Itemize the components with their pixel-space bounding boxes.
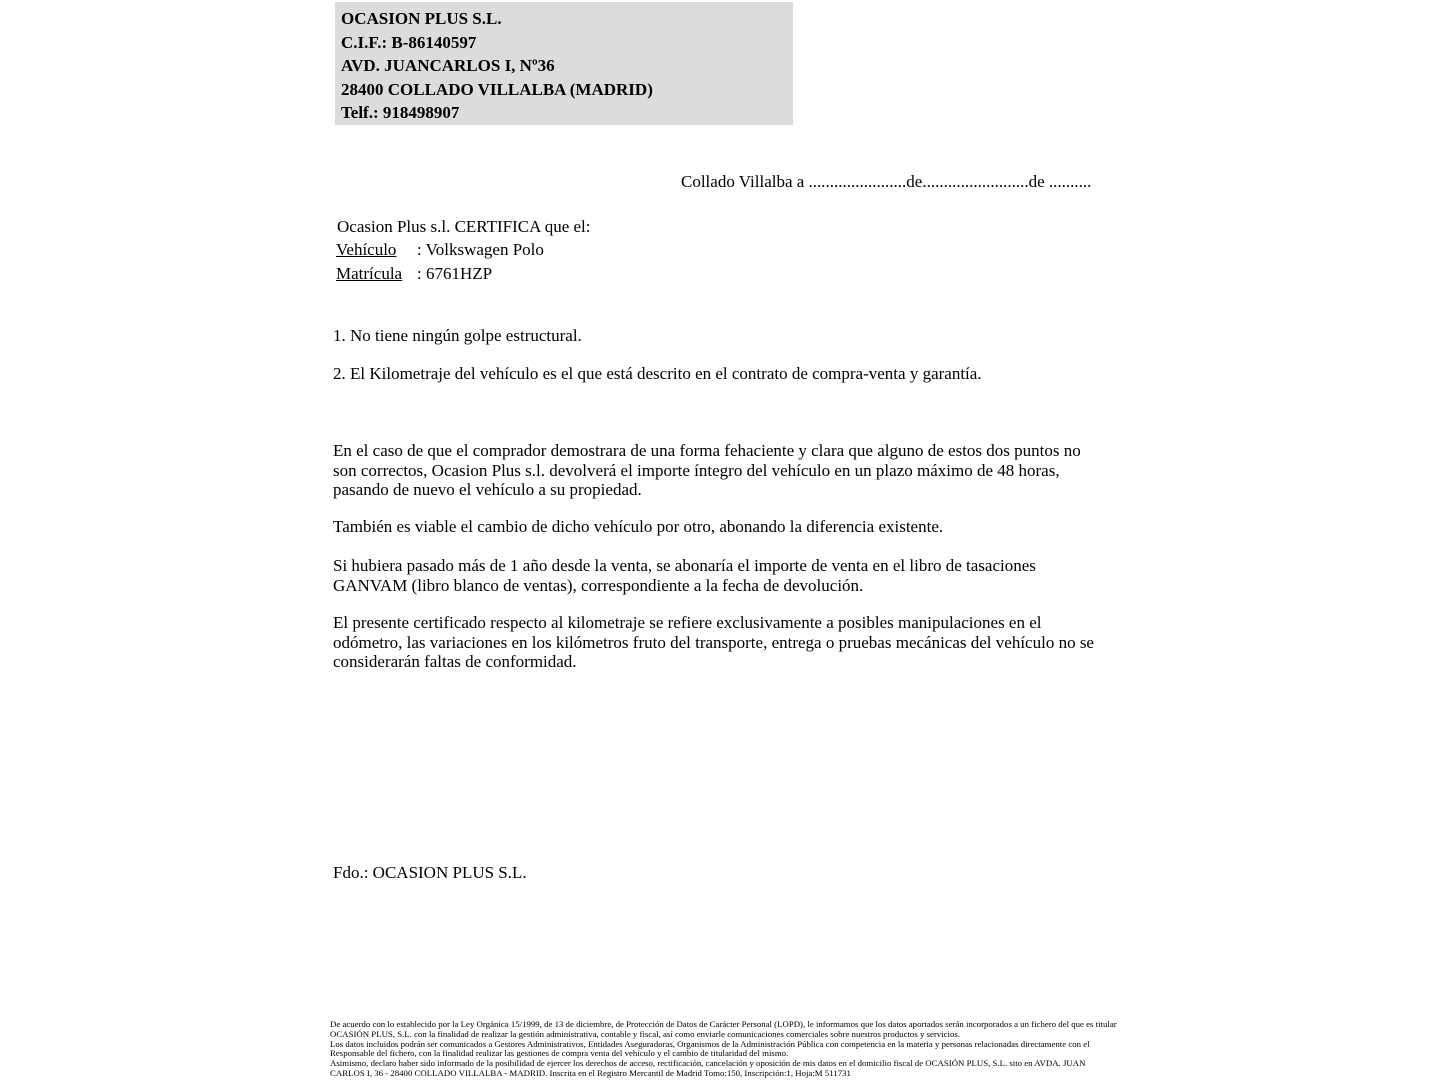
certified-point-2: 2. El Kilometraje del vehículo es el que está descrito en el contrato de compra-venta y garantía. bbox=[333, 364, 982, 383]
legal-line-6: CARLOS I, 36 - 28400 COLLADO VILLALBA - MADRID. Inscrita en el Registro Mercantil de Madrid Tomo:150, Inscripción:1, Hoja:M 511731 bbox=[330, 1067, 851, 1078]
legal-line-2: OCASIÓN PLUS, S.L. con la finalidad de realizar la gestión administrativa, contable y fiscal, así como enviarle comunicaciones comerciales sobre nuestros productos y servicios. bbox=[330, 1028, 961, 1039]
legal-line-5: Asimismo, declaro haber sido informado de la posibilidad de ejercer los derechos de acceso, rectificación, cancelación y oposición de mis datos en el domicilio fiscal de OCASIÓN PLUS, S.L. sito en AVDA. JUAN bbox=[330, 1058, 1086, 1069]
company-cif: C.I.F.: B-86140597 bbox=[341, 32, 477, 52]
date-fill-in-line: Collado Villalba a .......................de.........................de .......... bbox=[681, 172, 1092, 191]
company-address: AVD. JUANCARLOS I, Nº36 bbox=[341, 56, 555, 76]
plate-field-row bbox=[336, 264, 492, 284]
vehicle-field-label: Vehículo bbox=[336, 240, 397, 259]
signature-line: Fdo.: OCASION PLUS S.L. bbox=[333, 863, 527, 882]
legal-line-4: Responsable del fichero, con la finalidad realizar las gestiones de compra venta del vehículo y el cambio de titularidad del mismo. bbox=[330, 1048, 789, 1059]
company-name: OCASION PLUS S.L. bbox=[341, 9, 502, 28]
company-city: 28400 COLLADO VILLALBA (MADRID) bbox=[341, 79, 653, 99]
company-header-box bbox=[335, 2, 793, 125]
paragraph-exchange-option: También es viable el cambio de dicho vehículo por otro, abonando la diferencia existente. bbox=[333, 517, 944, 536]
paragraph-refund-policy: En el caso de que el comprador demostrara de una forma fehaciente y clara que alguno de estos dos puntos no son correctos, Ocasion Plus s.l. devolverá el importe íntegro del vehículo en un plazo máximo de 48 horas, pasando de nuevo el vehículo a su propiedad. bbox=[333, 441, 1081, 499]
certified-point-1: 1. No tiene ningún golpe estructural. bbox=[333, 326, 582, 345]
certification-intro: Ocasion Plus s.l. CERTIFICA que el: bbox=[337, 217, 591, 236]
paragraph-ganvam-valuation: Si hubiera pasado más de 1 año desde la venta, se abonaría el importe de venta en el libro de tasaciones GANVAM (libro blanco de ventas), correspondiente a la fecha de devolución. bbox=[333, 556, 1036, 595]
legal-line-1: De acuerdo con lo establecido por la Ley Orgánica 15/1999, de 13 de diciembre, de Protección de Datos de Carácter Personal (LOPD), le informamos que los datos aportados serán incorporados a un fichero del que es titular bbox=[330, 1019, 1117, 1029]
company-phone: Telf.: 918498907 bbox=[341, 103, 460, 123]
vehicle-field-row bbox=[336, 240, 544, 260]
legal-line-3: Los datos incluidos podrán ser comunicados a Gestores Administrativos, Entidades Aseguradoras, Organismos de la Administración Pública con competencia en la materia y personas relacionadas directamente con el bbox=[330, 1038, 1090, 1049]
legal-fine-print bbox=[330, 1020, 1117, 1079]
plate-field-value: : 6761HZP bbox=[417, 264, 493, 283]
plate-field-label: Matrícula bbox=[336, 264, 403, 283]
vehicle-field-value: : Volkswagen Polo bbox=[417, 240, 544, 259]
paragraph-odometer-disclaimer: El presente certificado respecto al kilometraje se refiere exclusivamente a posibles manipulaciones en el odómetro, las variaciones en los kilómetros fruto del transporte, entrega o pruebas mecánicas del vehículo no se considerarán faltas de conformidad. bbox=[333, 613, 1094, 671]
